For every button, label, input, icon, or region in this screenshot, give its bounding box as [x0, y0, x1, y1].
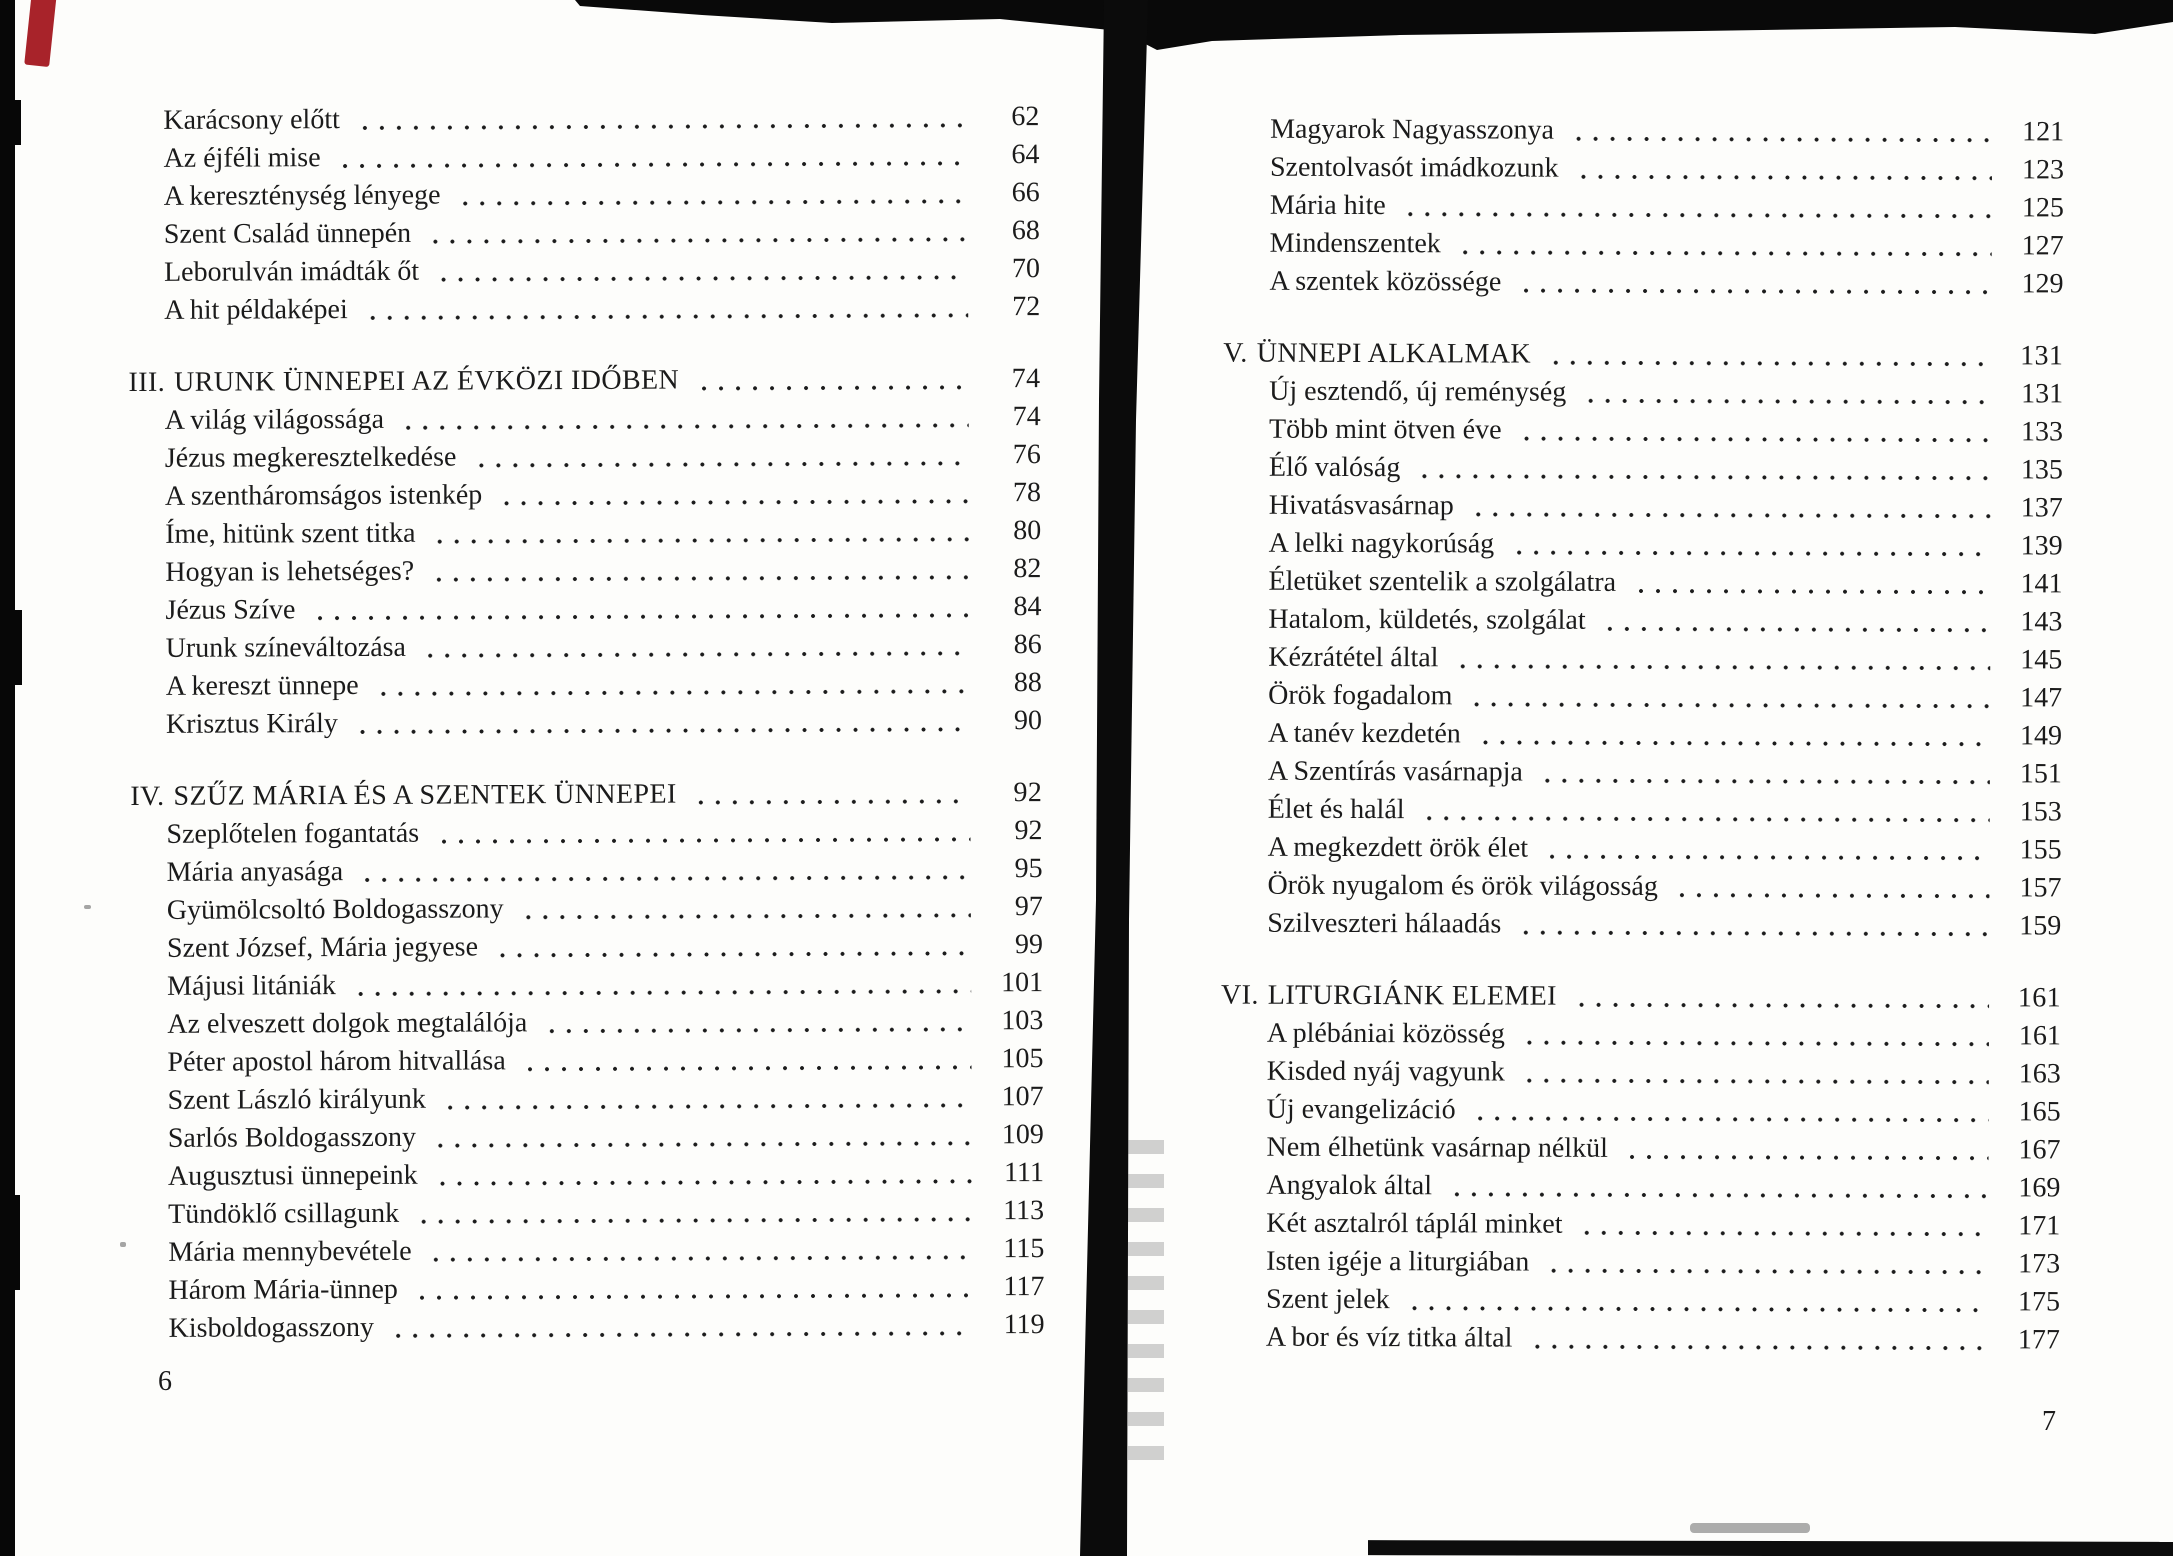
entry-page-ref: 141: [2020, 568, 2063, 600]
entry-title: Szentolvasót imádkozunk: [1269, 151, 1559, 184]
entry-title: Mária mennybevétele: [168, 1235, 412, 1268]
dot-leader: [1526, 1339, 1988, 1353]
toc-entry: [129, 398, 1041, 440]
entry-title: Jézus megkeresztelkedése: [164, 441, 457, 474]
dot-leader: [1446, 1186, 1988, 1200]
entry-page-ref: 155: [2019, 834, 2062, 866]
dot-leader: [1470, 1110, 1989, 1124]
dot-leader: [1466, 696, 1990, 710]
toc-entry: [128, 174, 1040, 216]
section-numeral: VI.: [1221, 979, 1259, 1011]
toc-section: [1224, 111, 2065, 304]
toc-entry: [1221, 1053, 2061, 1094]
entry-page-ref: 64: [1011, 139, 1040, 171]
entry-title: Örök fogadalom: [1268, 679, 1453, 712]
entry-page-ref: 66: [1011, 177, 1040, 209]
dot-leader: [1508, 545, 1991, 559]
entry-page-ref: 78: [1012, 477, 1042, 509]
entry-title: Kisboldogasszony: [168, 1311, 375, 1344]
dot-leader: [352, 721, 970, 736]
entry-title: Leborulván imádták őt: [163, 255, 420, 288]
toc-entry: [128, 250, 1040, 292]
entry-title: Gyümölcsoltó Boldogasszony: [166, 893, 504, 926]
toc-section: [1220, 977, 2061, 1360]
entry-title: Szent Család ünnepén: [163, 217, 412, 250]
entry-title: Élő valóság: [1268, 451, 1401, 484]
entry-page-ref: 147: [2020, 682, 2063, 714]
toc-entry: [132, 1268, 1044, 1310]
toc-entry: [1222, 639, 2062, 680]
toc-entry: [1223, 411, 2063, 452]
dot-leader: [362, 307, 969, 322]
section-numeral: III.: [128, 366, 166, 398]
entry-title: Élet és halál: [1267, 793, 1405, 826]
entry-title: Örök nyugalom és örök világosság: [1267, 869, 1658, 903]
toc-entry: [1223, 487, 2063, 528]
toc-entry: [132, 1154, 1044, 1196]
entry-page-ref: 153: [2019, 796, 2062, 828]
section-page-ref: 161: [2017, 982, 2062, 1014]
toc-entry: [1224, 225, 2064, 266]
entry-title: Szeplőtelen fogantatás: [166, 817, 420, 850]
scan-edge-bump: [0, 1195, 20, 1290]
toc-entry: [1222, 715, 2062, 756]
entry-page-ref: 133: [2021, 416, 2064, 448]
entry-page-ref: 68: [1011, 215, 1040, 247]
entry-page-ref: 92: [1014, 815, 1043, 847]
entry-page-ref: 171: [2018, 1210, 2061, 1242]
entry-title: Szilveszteri hálaadás: [1267, 907, 1502, 940]
scan-bottom-shadow: [1368, 1540, 2173, 1556]
entry-page-ref: 161: [2018, 1020, 2062, 1052]
entry-title: Hogyan is lehetséges?: [165, 555, 415, 588]
entry-page-ref: 88: [1013, 667, 1042, 699]
entry-title: Az elveszett dolgok megtalálója: [167, 1007, 528, 1040]
dot-leader: [1516, 431, 1992, 445]
entry-page-ref: 86: [1013, 629, 1042, 661]
dot-leader: [430, 531, 970, 545]
scan-edge-bump: [0, 610, 22, 685]
dot-leader: [309, 607, 969, 622]
dot-leader: [1572, 169, 1992, 182]
dot-leader: [1404, 1300, 1988, 1314]
entry-title: Mária anyasága: [166, 856, 344, 888]
section-heading: [128, 360, 1040, 402]
toc-entry: [131, 888, 1043, 930]
entry-page-ref: 76: [1012, 439, 1041, 471]
entry-title: Kisded nyáj vagyunk: [1266, 1055, 1505, 1088]
dot-leader: [1580, 393, 1991, 406]
toc-entry: [133, 1306, 1045, 1348]
toc-entry: [1224, 111, 2064, 152]
entry-page-ref: 149: [2019, 720, 2063, 752]
entry-page-ref: 84: [1013, 591, 1042, 623]
section-title: URUNK ÜNNEPEI AZ ÉVKÖZI IDŐBEN: [174, 364, 680, 398]
entry-title: Péter apostol három hitvallása: [167, 1045, 506, 1078]
scan-bottom-smudge: [1690, 1523, 1810, 1533]
entry-page-ref: 105: [1001, 1043, 1044, 1075]
dot-leader: [1414, 468, 1991, 482]
entry-page-ref: 173: [2018, 1248, 2061, 1280]
toc-entry: [130, 702, 1042, 744]
toc-entry: [1220, 1205, 2060, 1246]
entry-page-ref: 177: [2017, 1324, 2060, 1356]
toc-entry: [1223, 525, 2063, 566]
toc-entry: [1220, 1319, 2060, 1360]
entry-title: Új evangelizáció: [1266, 1093, 1456, 1126]
dot-leader: [1475, 734, 1990, 748]
entry-title: A kereszténység lényege: [163, 179, 441, 212]
dot-leader: [1600, 621, 1991, 634]
dot-leader: [1630, 583, 1991, 596]
toc-entry: [1222, 601, 2062, 642]
entry-page-ref: 99: [1014, 929, 1044, 961]
entry-title: A kereszt ünnepe: [165, 669, 359, 702]
toc-entry: [1224, 149, 2064, 190]
entry-page-ref: 143: [2020, 606, 2063, 638]
toc-entry: [132, 1230, 1044, 1272]
dot-leader: [1672, 887, 1990, 900]
scan-left-edge-shadow: [0, 0, 15, 1556]
entry-page-ref: 121: [2022, 116, 2065, 148]
scan-speck: [120, 1242, 126, 1247]
dot-leader: [357, 869, 971, 884]
entry-title: A megkezdett örök élet: [1267, 831, 1529, 864]
section-title: ÜNNEPI ALKALMAK: [1256, 337, 1532, 370]
entry-title: A Szentírás vasárnapja: [1267, 755, 1523, 788]
toc-entry: [128, 288, 1040, 330]
entry-page-ref: 70: [1011, 253, 1041, 285]
dot-leader: [432, 1173, 972, 1187]
toc-entry: [132, 1078, 1044, 1120]
scan-top-shadow: [0, 0, 2173, 64]
entry-title: A hit példaképei: [164, 294, 348, 326]
entry-title: Íme, hitünk szent titka: [165, 517, 416, 550]
left-page-number: 6: [158, 1366, 172, 1397]
entry-title: Karácsony előtt: [163, 104, 340, 136]
entry-page-ref: 159: [2019, 910, 2062, 942]
entry-page-ref: 113: [1003, 1195, 1045, 1227]
entry-title: Életüket szentelik a szolgálatra: [1268, 565, 1617, 598]
dot-leader: [335, 155, 968, 170]
entry-title: Augusztusi ünnepeink: [167, 1159, 418, 1192]
entry-title: Májusi litániák: [167, 970, 336, 1002]
toc-entry: [132, 1192, 1044, 1234]
entry-page-ref: 157: [2019, 872, 2062, 904]
entry-page-ref: 123: [2021, 154, 2065, 186]
dot-leader: [496, 493, 969, 507]
dot-leader: [1400, 206, 1992, 220]
dot-leader: [433, 831, 970, 845]
section-title: SZŰZ MÁRIA ÉS A SZENTEK ÜNNEPEI: [173, 778, 677, 812]
dot-leader: [520, 1059, 972, 1073]
dot-leader: [693, 379, 968, 392]
entry-page-ref: 125: [2021, 192, 2064, 224]
section-title: LITURGIÁNK ELEMEI: [1267, 979, 1557, 1012]
entry-title: Mária hite: [1269, 189, 1386, 222]
entry-page-ref: 115: [1003, 1233, 1045, 1265]
scan-edge-bump: [0, 100, 21, 145]
entry-page-ref: 129: [2021, 268, 2064, 300]
toc-entry: [130, 626, 1042, 668]
entry-title: Mindenszentek: [1269, 227, 1441, 260]
toc-entry: [1220, 1243, 2060, 1284]
dot-leader: [412, 1287, 973, 1301]
entry-page-ref: 107: [1001, 1081, 1044, 1113]
entry-title: Hivatásvasárnap: [1268, 489, 1454, 522]
toc-entry: [132, 1116, 1044, 1158]
dot-leader: [492, 945, 971, 959]
entry-title: A plébániai közösség: [1266, 1017, 1505, 1050]
toc-section: [128, 360, 1042, 744]
toc-entry: [1223, 373, 2063, 414]
entry-title: A szentek közössége: [1269, 265, 1502, 298]
entry-title: Szent László királyunk: [167, 1083, 426, 1116]
dot-leader: [1571, 997, 1989, 1010]
dot-leader: [350, 983, 971, 998]
section-page-ref: 92: [1013, 777, 1043, 809]
entry-title: Új esztendő, új reménység: [1269, 375, 1567, 408]
entry-title: Szent József, Mária jegyese: [166, 931, 479, 964]
entry-page-ref: 62: [1011, 101, 1040, 133]
dot-leader: [1419, 810, 1990, 824]
entry-page-ref: 163: [2018, 1058, 2061, 1090]
entry-page-ref: 109: [1001, 1119, 1044, 1151]
toc-entry: [129, 474, 1041, 516]
dot-leader: [354, 117, 968, 132]
toc-entry: [1222, 563, 2062, 604]
entry-page-ref: 119: [1003, 1309, 1045, 1341]
entry-title: Szent jelek: [1265, 1283, 1390, 1316]
section-page-ref: 74: [1011, 363, 1041, 395]
entry-title: Hatalom, küldetés, szolgálat: [1268, 603, 1586, 636]
entry-page-ref: 169: [2018, 1172, 2061, 1204]
toc-section: [130, 774, 1044, 1348]
red-pen-mark: [24, 0, 57, 67]
toc-entry: [129, 550, 1041, 592]
entry-page-ref: 97: [1014, 891, 1043, 923]
right-page-number: 7: [2042, 1406, 2056, 1437]
dot-leader: [1576, 1225, 1988, 1238]
toc-entry: [1223, 449, 2063, 490]
dot-leader: [1568, 131, 1992, 144]
toc-entry: [131, 926, 1043, 968]
section-numeral: V.: [1223, 337, 1248, 369]
entry-page-ref: 165: [2018, 1096, 2061, 1128]
entry-page-ref: 95: [1014, 853, 1043, 885]
toc-entry: [127, 98, 1039, 140]
entry-title: Sarlós Boldogasszony: [167, 1121, 416, 1154]
entry-page-ref: 151: [2019, 758, 2062, 790]
entry-page-ref: 82: [1013, 553, 1042, 585]
toc-entry: [1221, 1015, 2061, 1056]
entry-page-ref: 103: [1001, 1005, 1044, 1037]
entry-page-ref: 117: [1003, 1271, 1045, 1303]
entry-title: Kézrátétel által: [1268, 641, 1439, 674]
toc-entry: [1222, 829, 2062, 870]
section-numeral: IV.: [130, 780, 165, 812]
entry-page-ref: 145: [2020, 644, 2063, 676]
toc-entry: [130, 664, 1042, 706]
toc-entry: [1222, 791, 2062, 832]
dot-leader: [388, 1325, 973, 1340]
toc-entry: [1221, 1091, 2061, 1132]
dot-leader: [1452, 658, 1990, 672]
dot-leader: [470, 455, 969, 469]
section-heading: [130, 774, 1042, 816]
dot-leader: [420, 645, 970, 659]
entry-title: Nem élhetünk vasárnap nélkül: [1266, 1131, 1608, 1164]
entry-title: Urunk színeváltozása: [165, 631, 406, 664]
toc-entry: [1222, 677, 2062, 718]
gutter-ghost-marks: [1128, 1140, 1164, 1480]
dot-leader: [1468, 506, 1991, 520]
entry-page-ref: 175: [2017, 1286, 2061, 1318]
dot-leader: [454, 193, 967, 207]
entry-title: Jézus Szíve: [165, 594, 296, 626]
entry-title: Több mint ötven éve: [1269, 413, 1502, 446]
toc-entry: [129, 512, 1041, 554]
toc-entry: [1224, 187, 2064, 228]
dot-leader: [1622, 1149, 1989, 1162]
toc-entry: [129, 588, 1041, 630]
dot-leader: [413, 1211, 972, 1225]
toc-entry: [129, 436, 1041, 478]
entry-page-ref: 90: [1013, 705, 1043, 737]
toc-entry: [131, 964, 1043, 1006]
dot-leader: [1455, 244, 1992, 258]
entry-title: Isten igéje a liturgiában: [1266, 1245, 1530, 1278]
toc-entry: [1222, 753, 2062, 794]
right-page: [1220, 111, 2064, 1360]
dot-leader: [425, 231, 968, 245]
toc-entry: [130, 812, 1042, 854]
entry-page-ref: 74: [1012, 401, 1041, 433]
toc-entry: [1220, 1129, 2060, 1170]
dot-leader: [1537, 773, 1990, 787]
dot-leader: [1542, 849, 1990, 863]
toc-sections: [1220, 111, 2064, 1360]
entry-page-ref: 137: [2020, 492, 2063, 524]
dot-leader: [1515, 283, 1991, 297]
entry-title: Három Mária-ünnep: [168, 1273, 398, 1306]
toc-entry: [1221, 905, 2061, 946]
dot-leader: [1519, 1073, 1989, 1087]
entry-title: A világ világossága: [164, 403, 385, 436]
dot-leader: [430, 1135, 972, 1149]
toc-entry: [1220, 1281, 2060, 1322]
toc-sections: [127, 98, 1044, 1348]
left-page: [127, 98, 1044, 1348]
entry-title: A lelki nagykorúság: [1268, 527, 1495, 560]
dot-leader: [1515, 925, 1989, 939]
dot-leader: [433, 269, 968, 283]
dot-leader: [440, 1097, 972, 1111]
toc-section: [127, 98, 1040, 330]
toc-entry: [131, 850, 1043, 892]
entry-title: A bor és víz titka által: [1265, 1321, 1513, 1354]
entry-title: A szentháromságos istenkép: [164, 479, 483, 512]
dot-leader: [426, 1249, 973, 1263]
entry-page-ref: 139: [2020, 530, 2063, 562]
toc-entry: [127, 136, 1039, 178]
entry-page-ref: 131: [2021, 378, 2064, 410]
entry-page-ref: 167: [2018, 1134, 2061, 1166]
section-heading: [1223, 335, 2063, 376]
entry-page-ref: 72: [1012, 291, 1041, 323]
dot-leader: [691, 793, 971, 806]
entry-title: Angyalok által: [1266, 1169, 1433, 1202]
toc-entry: [1224, 263, 2064, 304]
toc-entry: [128, 212, 1040, 254]
dot-leader: [1519, 1035, 1989, 1049]
dot-leader: [373, 683, 970, 698]
entry-page-ref: 135: [2020, 454, 2063, 486]
entry-title: Két asztalról táplál minket: [1266, 1207, 1563, 1240]
dot-leader: [398, 417, 969, 431]
toc-entry: [131, 1002, 1043, 1044]
entry-page-ref: 101: [1001, 967, 1044, 999]
toc-entry: [1221, 867, 2061, 908]
entry-page-ref: 111: [1003, 1157, 1045, 1189]
dot-leader: [541, 1021, 971, 1035]
dot-leader: [518, 907, 971, 921]
entry-title: Magyarok Nagyasszonya: [1270, 113, 1554, 146]
scan-speck: [84, 905, 91, 909]
entry-title: Krisztus Király: [165, 708, 338, 740]
section-page-ref: 131: [2020, 340, 2064, 372]
entry-title: Tündöklő csillagunk: [168, 1197, 400, 1230]
toc-entry: [1220, 1167, 2060, 1208]
section-heading: [1221, 977, 2061, 1018]
entry-page-ref: 127: [2021, 230, 2064, 262]
entry-title: A tanév kezdetén: [1267, 717, 1461, 750]
entry-title: Az éjféli mise: [163, 142, 321, 174]
dot-leader: [1543, 1263, 1988, 1277]
dot-leader: [428, 569, 969, 583]
toc-entry: [131, 1040, 1043, 1082]
toc-section: [1221, 335, 2063, 946]
dot-leader: [1545, 355, 1991, 369]
entry-page-ref: 80: [1013, 515, 1042, 547]
